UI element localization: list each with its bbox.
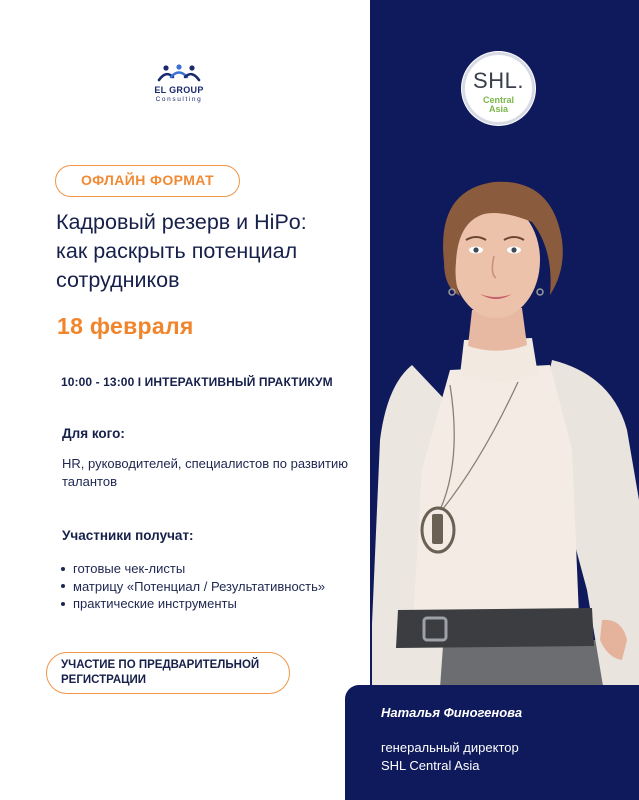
event-schedule: 10:00 - 13:00 I ИНТЕРАКТИВНЫЙ ПРАКТИКУМ xyxy=(61,375,333,389)
speaker-card xyxy=(345,685,639,800)
benefits-list xyxy=(61,560,325,613)
speaker-role-line: генеральный директор xyxy=(381,740,519,755)
registration-line: УЧАСТИЕ ПО ПРЕДВАРИТЕЛЬНОЙ xyxy=(61,659,260,671)
event-title-line: как раскрыть потенциал xyxy=(56,239,298,263)
el-group-logo-title: EL GROUP xyxy=(154,85,204,95)
list-item xyxy=(61,578,325,596)
shl-logo xyxy=(462,52,535,125)
benefits-heading: Участники получат: xyxy=(62,528,194,543)
speaker-name: Наталья Финогенова xyxy=(381,705,523,720)
list-item xyxy=(61,560,325,578)
el-group-logo xyxy=(138,64,220,108)
bullet-icon xyxy=(61,584,65,588)
list-item xyxy=(61,595,325,613)
event-title-line: Кадровый резерв и HiPo: xyxy=(56,210,307,234)
bullet-icon xyxy=(61,602,65,606)
shl-logo-sub-line1: Central xyxy=(482,95,514,105)
speaker-role xyxy=(381,739,519,775)
event-title-line: сотрудников xyxy=(56,268,180,292)
event-title xyxy=(56,208,376,295)
registration-badge xyxy=(46,652,290,694)
format-badge: ОФЛАЙН ФОРМАТ xyxy=(55,165,240,197)
benefit-text: матрицу «Потенциал / Результативность» xyxy=(73,578,326,594)
benefit-text: практические инструменты xyxy=(73,596,237,611)
benefit-text: готовые чек-листы xyxy=(73,561,186,576)
el-group-logo-subtitle: Consulting xyxy=(155,96,203,103)
bullet-icon xyxy=(61,567,65,571)
audience-text: HR, руководителей, специалистов по развитию талантов xyxy=(62,456,349,489)
shl-logo-main: SHL. xyxy=(473,68,524,93)
registration-line: РЕГИСТРАЦИИ xyxy=(61,673,147,686)
audience-heading: Для кого: xyxy=(62,426,125,441)
event-date: 18 февраля xyxy=(57,313,194,339)
people-icon xyxy=(156,64,202,84)
speaker-role-line: SHL Central Asia xyxy=(381,758,480,773)
shl-logo-sub-line2: Asia xyxy=(488,104,508,114)
